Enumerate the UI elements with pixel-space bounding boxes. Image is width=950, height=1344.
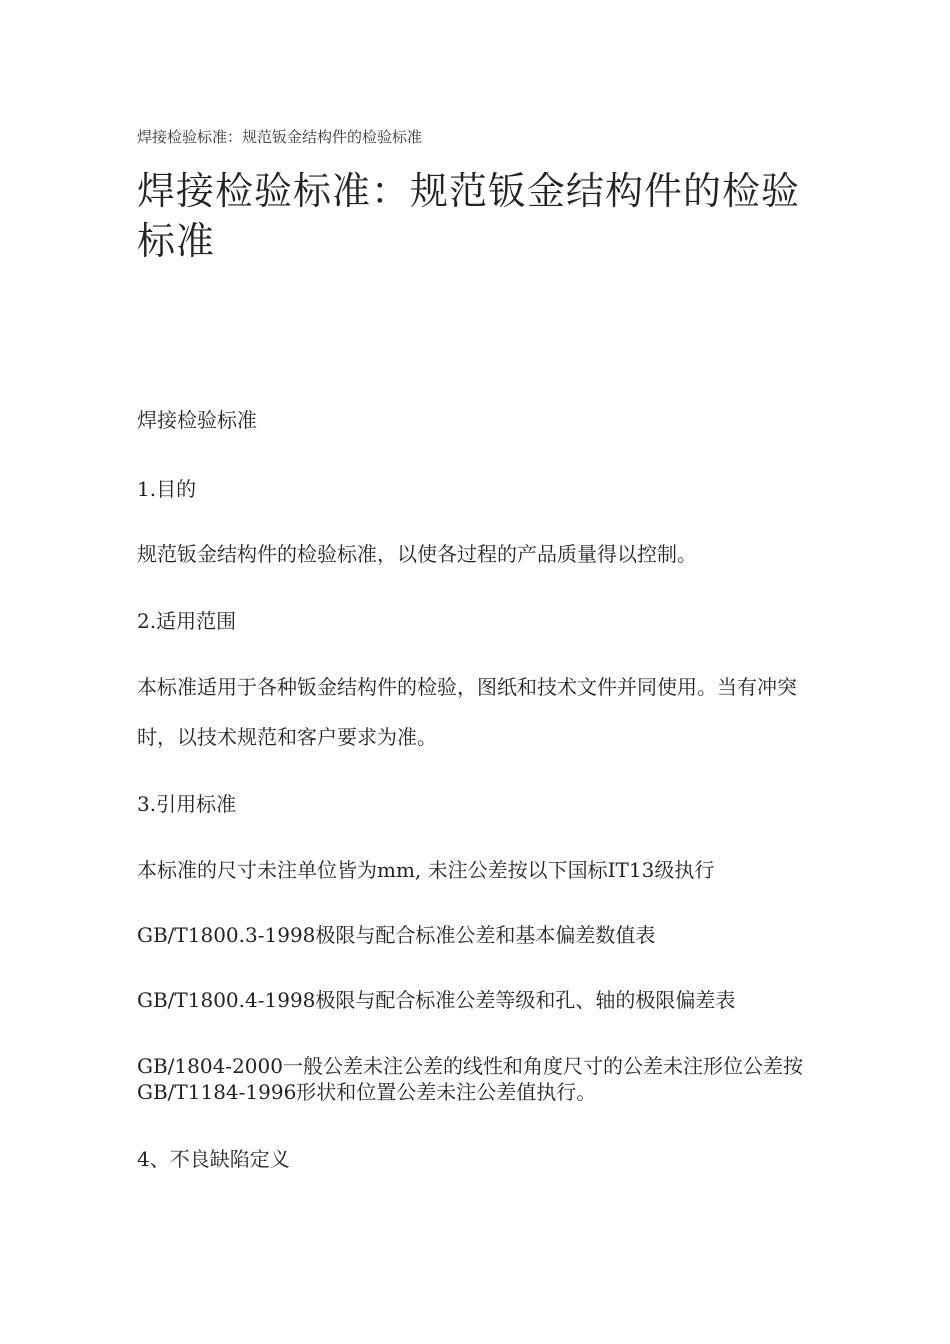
- section-heading-defects: 4、不良缺陷定义: [137, 1147, 290, 1171]
- running-header: 焊接检验标准：规范钣金结构件的检验标准: [137, 128, 423, 146]
- paragraph-references-intro: 本标准的尺寸未注单位皆为mm, 未注公差按以下国标IT13级执行: [137, 858, 715, 882]
- section-heading-scope: 2.适用范围: [137, 609, 237, 633]
- paragraph-purpose: 规范钣金结构件的检验标准，以使各过程的产品质量得以控制。: [137, 542, 697, 566]
- reference-item: GB/1804-2000一般公差未注公差的线性和角度尺寸的公差未注形位公差按GB/T1184-1996形状和位置公差未注公差值执行。: [137, 1054, 803, 1104]
- document-title: 焊接检验标准：规范钣金结构件的检验标准: [137, 169, 801, 263]
- section-heading-purpose: 1.目的: [137, 477, 197, 501]
- section-heading-main: 焊接检验标准: [137, 408, 257, 432]
- reference-item: GB/T1800.3-1998极限与配合标准公差和基本偏差数值表: [137, 923, 656, 947]
- paragraph-scope: 本标准适用于各种钣金结构件的检验，图纸和技术文件并同使用。当有冲突时，以技术规范和客户要求为准。: [137, 675, 797, 749]
- reference-item: GB/T1800.4-1998极限与配合标准公差等级和孔、轴的极限偏差表: [137, 988, 736, 1012]
- section-heading-references: 3.引用标准: [137, 792, 237, 816]
